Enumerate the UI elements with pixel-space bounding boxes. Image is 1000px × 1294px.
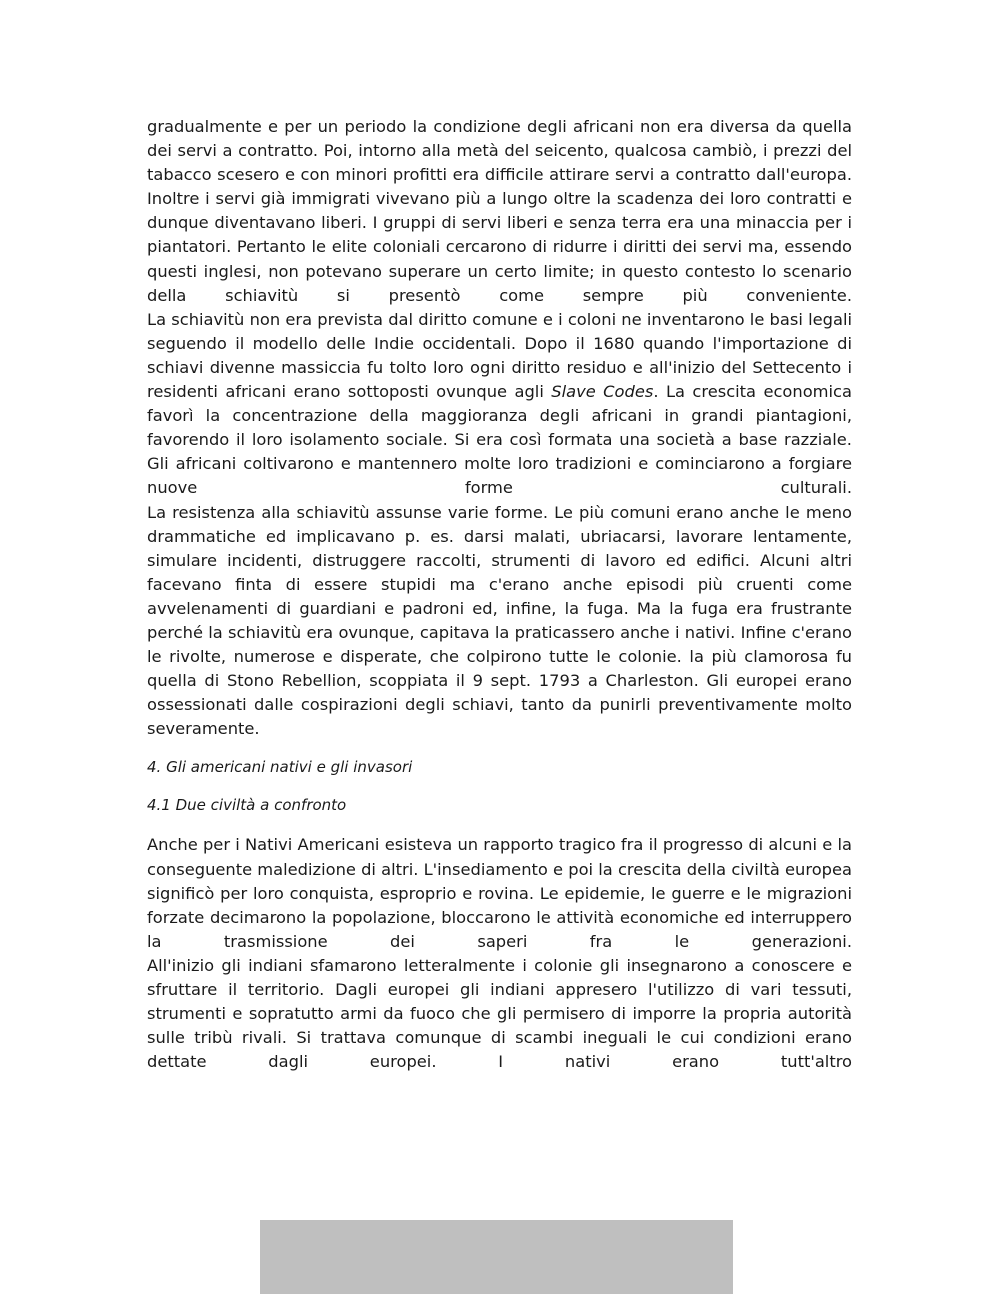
paragraph: gradualmente e per un periodo la condizione degli africani non era diversa da quella dei servi a contratto. Poi, intorno alla metà del seicento, qualcosa cambiò, i prezzi del tabacco scesero e con minori profitti era difficile attirare servi a contratto dall'europa. Inoltre i servi già immigrati vivevano più a lungo oltre la scadenza dei loro contratti e dunque diventavano liberi. I gruppi di servi liberi e senza terra era una minaccia per i piantatori. Pertanto le elite coloniali cercarono di ridurre i diritti dei servi ma, essendo questi inglesi, non potevano superare un certo limite; in questo contesto lo scenario della schiavitù si presentò come sempre più conveniente. [147,117,852,305]
section-heading: 4.1 Due civiltà a confronto [147,796,347,815]
page-footer-band [260,1220,733,1294]
paragraph: Gli africani coltivarono e mantennero molte loro tradizioni e cominciarono a forgiare nuove forme culturali. [147,454,852,498]
paragraph [147,308,852,453]
section-text-natives [147,833,852,1074]
paragraph: Anche per i Nativi Americani esisteva un rapporto tragico fra il progresso di alcuni e la conseguente maledizione di altri. L'insediamento e poi la crescita della civiltà europea significò per loro conquista, esproprio e rovina. Le epidemie, le guerre e le migrazioni forzate decimarono la popolazione, bloccarono le attività economiche ed interruppero la trasmissione dei saperi fra le generazioni. [147,835,852,951]
paragraph: La resistenza alla schiavitù assunse varie forme. Le più comuni erano anche le meno drammatiche ed implicavano p. es. darsi malati, ubriacarsi, lavorare lentamente, simulare incidenti, distruggere raccolti, strumenti di lavoro ed edifici. Alcuni altri facevano finta di essere stupidi ma c'erano anche episodi più cruenti come avvelenamenti di guardiani e padroni ed, infine, la fuga. Ma la fuga era frustrante perché la schiavitù era ovunque, capitava la praticassero anche i nativi. Infine c'erano le rivolte, numerose e disperate, che colpirono tutte le colonie. la più clamorosa fu quella di Stono Rebellion, scoppiata il 9 sept. 1793 a Charleston. Gli europei erano ossessionati dalle cospirazioni degli schiavi, tanto da punirli preventivamente molto severamente. [147,502,852,739]
paragraph: All'inizio gli indiani sfamarono letteralmente i colonie gli insegnarono a conoscere e sfruttare il territorio. Dagli europei gli indiani appresero l'utilizzo di vari tessuti, strumenti e sopratutto armi da fuoco che gli permisero di imporre la propria autorità sulle tribù rivali. Si trattava comunque di scambi ineguali le cui condizioni erano dettate dagli europei. I nativi erano tutt'altro [147,955,852,1072]
chapter-heading: 4. Gli americani nativi e gli invasori [147,758,413,777]
text-run: . La crescita economica favorì la concentrazione della maggioranza degli africani in grandi piantagioni, favorendo il loro isolamento sociale. Si era così formata una società a base razziale. [147,382,852,450]
document-page [147,115,852,1074]
italic-term: Slave Codes [551,382,654,402]
text-run: La schiavitù non era prevista dal diritto comune e i coloni ne inventarono le basi legali seguendo il modello delle Indie occidentali. Dopo il 1680 quando l'importazione di schiavi divenne massiccia fu tolto loro ogni diritto residuo e all'inizio del Settecento i residenti africani erano sottoposti ovunque agli [147,309,852,402]
section-text-slavery [147,115,852,741]
